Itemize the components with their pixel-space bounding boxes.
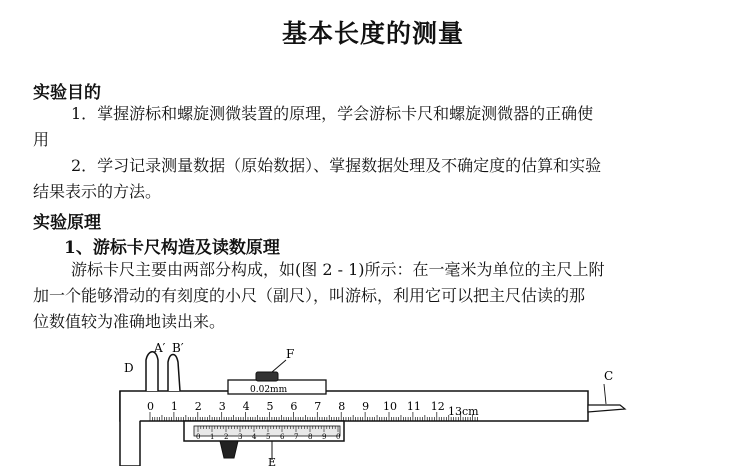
main-scale-number: 9 <box>362 400 370 413</box>
unit-label-13cm: 13cm <box>448 405 479 418</box>
vernier-scale-number: 2 <box>224 433 229 441</box>
main-scale-number: 2 <box>194 400 202 413</box>
section-heading-principle: 实验原理 <box>33 213 101 233</box>
main-scale-number: 4 <box>242 400 250 413</box>
main-scale-number: 3 <box>218 400 226 413</box>
vernier-scale-number: 7 <box>294 433 299 441</box>
locking-screw <box>256 372 278 381</box>
precision-label: 0.02mm <box>250 385 288 395</box>
vernier-scale-number: 0 <box>336 433 341 441</box>
label-B-prime: B′ <box>172 341 184 355</box>
label-A-prime: A′ <box>154 341 166 355</box>
aim-item-1-line-1: 1．掌握游标和螺旋测微装置的原理，学会游标卡尺和螺旋测微器的正确使 <box>71 104 594 123</box>
subsection-heading-vernier: 1、游标卡尺构造及读数原理 <box>64 238 280 258</box>
label-D: D <box>124 361 134 375</box>
aim-item-2-line-2: 结果表示的方法。 <box>33 182 162 201</box>
main-scale-number: 12 <box>430 400 445 413</box>
paragraph-line-1: 游标卡尺主要由两部分构成，如(图 2 - 1)所示：在一毫米为单位的主尺上附 <box>71 260 605 279</box>
vernier-scale-number: 4 <box>252 433 257 441</box>
vernier-caliper-diagram <box>110 338 640 466</box>
upper-jaw-B <box>168 355 180 392</box>
upper-jaw-A <box>146 352 158 391</box>
label-C: C <box>604 369 614 383</box>
aim-item-1-line-2: 用 <box>33 130 50 149</box>
vernier-scale-number: 9 <box>322 433 327 441</box>
vernier-scale-number: 6 <box>280 433 285 441</box>
main-scale-number: 6 <box>290 400 298 413</box>
main-scale-number: 8 <box>338 400 346 413</box>
label-F: F <box>286 347 295 361</box>
paragraph-line-2: 加一个能够滑动的有刻度的小尺（副尺），叫游标，利用它可以把主尺估读的那 <box>33 286 586 305</box>
depth-rod <box>588 405 625 412</box>
vernier-scale-number: 8 <box>308 433 313 441</box>
aim-item-2-line-1: 2．学习记录测量数据（原始数据）、掌握数据处理及不确定度的估算和实验 <box>71 156 602 175</box>
label-E: E <box>268 456 277 466</box>
vernier-scale-number: 1 <box>210 433 215 441</box>
main-scale-number: 5 <box>266 400 274 413</box>
vernier-scale-number: 0 <box>196 433 201 441</box>
vernier-scale-number: 3 <box>238 433 243 441</box>
thumb-wheel <box>220 441 238 458</box>
main-scale-number: 10 <box>383 400 397 413</box>
section-heading-aim: 实验目的 <box>33 83 101 103</box>
main-scale-number: 7 <box>314 400 322 413</box>
page-title: 基本长度的测量 <box>281 19 464 48</box>
paragraph-line-3: 位数值较为准确地读出来。 <box>33 312 226 331</box>
main-scale-number: 11 <box>406 400 421 413</box>
vernier-scale-number: 5 <box>266 433 271 441</box>
main-beam <box>120 391 588 421</box>
vernier-caliper-figure <box>110 338 640 466</box>
main-scale-number: 1 <box>170 400 178 413</box>
main-scale-number: 0 <box>147 400 154 413</box>
